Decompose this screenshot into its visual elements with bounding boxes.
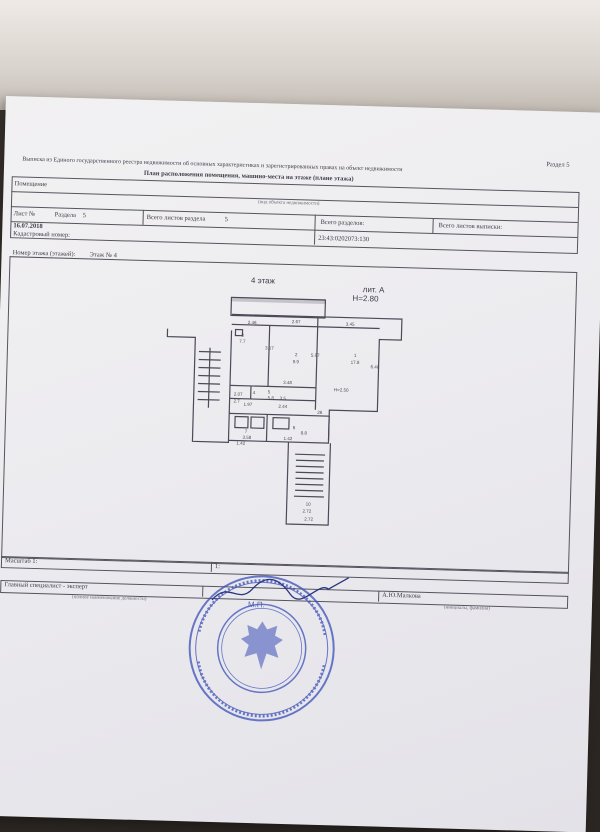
floor-label: Номер этажа (этажей): [13,249,76,258]
plan-room-number: 4 [253,390,256,395]
stamp-mp: М.П. [248,600,265,609]
plan-dim: 5.97 [311,353,320,358]
plan-dim: 1.97 [243,402,252,407]
plan-room-height: Н=2.50 [334,387,349,392]
date: 16.07.2018 [13,222,42,230]
signer-role-caption: (полное наименование должности) [72,595,147,602]
cadastral-number: 23:43:0202073:130 [318,235,369,243]
scale-label: Масштаб 1: [5,557,38,565]
plan-lit: лит. А [363,285,386,295]
cadastral-label: Кадастровый номер: [13,230,70,239]
plan-dim: 2.44 [278,404,287,409]
stair-block-upper [164,329,231,443]
total-sheets-section-value: 5 [225,216,228,223]
total-sheets-section-label: Всего листов раздела [147,214,206,223]
plan-room-area: 3.58 [242,435,251,440]
document-header-line2: План расположения помещения, машино-места на этаже (плане этажа) [144,170,354,183]
signer-name: А.Ю.Малкова [382,592,421,600]
object-caption: (вид объекта недвижимости) [258,200,319,207]
object-label: Помещение [14,180,47,188]
plan-room-area: 17.8 [351,360,360,365]
plan-dim: 2.72 [304,516,313,521]
plan-dim: 1.42 [236,441,245,446]
scale-value: 1: [215,563,220,570]
plan-dim: 2.07 [234,391,243,396]
plan-room-number: 6 [293,425,296,430]
plan-dim: 2.67 [292,319,301,324]
section-number: 5 [83,212,86,219]
plan-dim: 3.48 [283,380,292,385]
plan-room-number: 7 [245,429,248,434]
plan-room-area: 2.72 [302,508,311,513]
plan-floor-title: 4 этаж [251,276,276,286]
plan-room-area: 2.7 [234,398,241,403]
signer-role: Главный специалист - эксперт [4,581,88,590]
plan-room-area: 3.5 [280,396,287,401]
plan-room-number: 10 [306,502,312,507]
plan-dim: 3.45 [346,322,355,327]
document-sheet [0,96,600,832]
total-sheets-extract-label: Всего листов выписки: [438,222,502,231]
handwritten-signature [208,570,359,614]
plan-room-area: 7.7 [239,339,246,344]
plan-dim: 3.17 [265,345,274,350]
plan-height: Н=2.80 [352,294,379,304]
plan-room-area: 5.8 [268,395,275,400]
section-label: Раздел 5 [546,161,569,169]
plan-room-number: 3 [241,333,244,338]
plan-dim: 26 [317,410,323,415]
plan-room-area: 8.8 [301,430,308,435]
signer-name-caption: (инициалы, фамилия) [444,605,490,611]
plan-dim: 1.42 [283,436,292,441]
floor-value: Этаж № 4 [89,251,116,259]
document-header-line1: Выписка из Единого государственного реестра недвижимости об основных характеристиках и зарегистрированных правах на объект недвижимости [22,156,402,173]
plan-room-number: 5 [268,389,271,394]
plan-dim: 6.48 [371,364,380,369]
sheet-label: Лист № [14,210,36,218]
section-word: Раздела [55,211,76,219]
plan-room-number: 1 [354,353,357,358]
plan-room-number: 2 [295,352,298,357]
eagle-emblem-icon [240,621,283,670]
plan-dim: 2.46 [248,320,257,325]
apartment-outline [228,314,401,445]
total-sections-label: Всего разделов: [320,219,364,227]
plan-room-area: 9.9 [293,359,300,364]
